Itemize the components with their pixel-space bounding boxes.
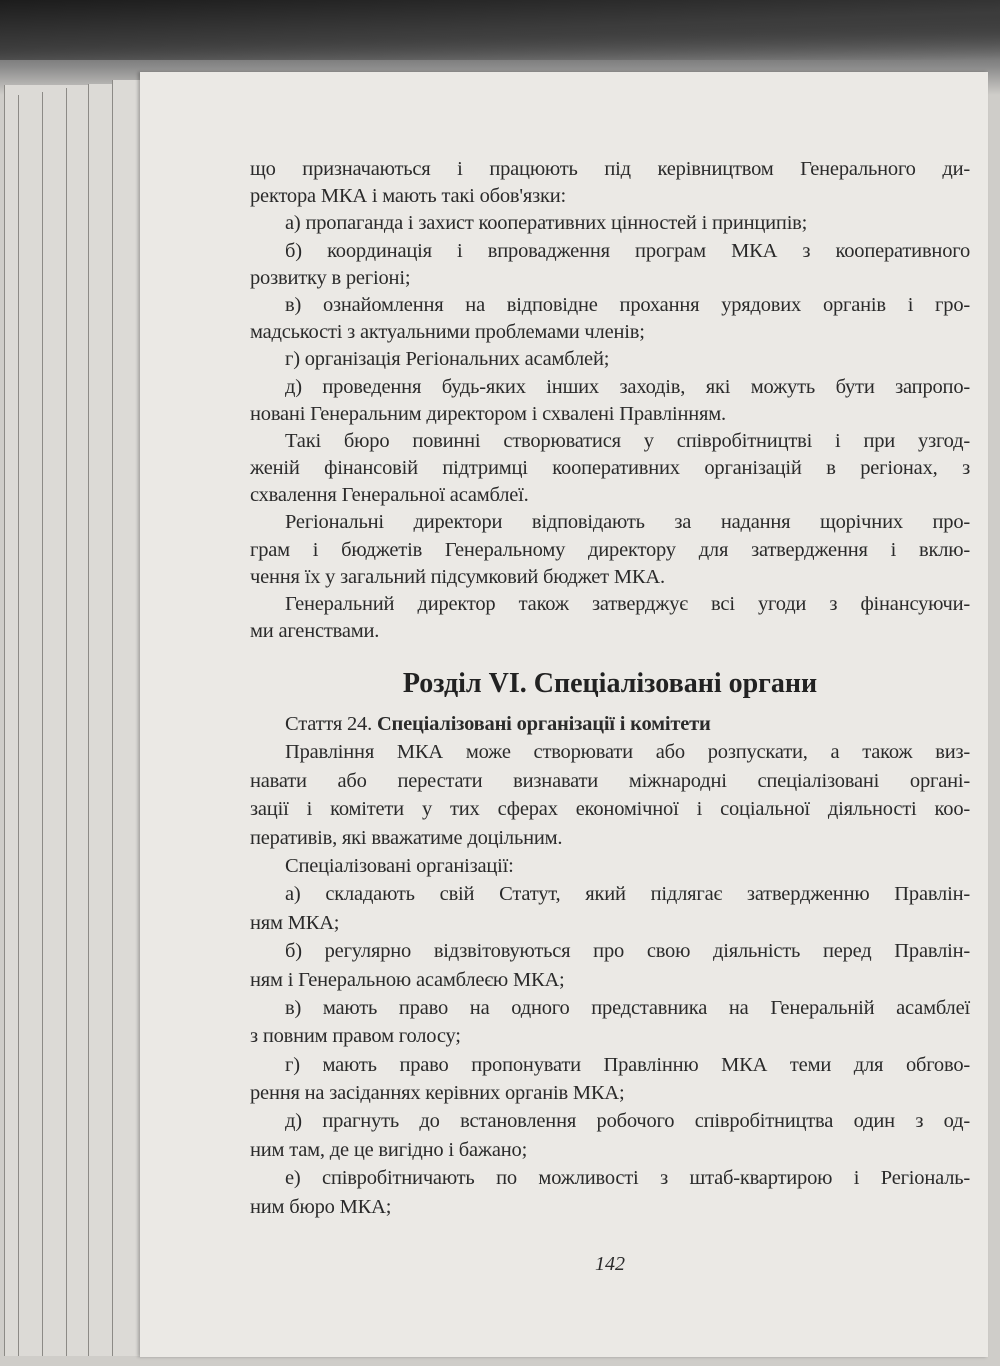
text-line: грам і бюджетів Генеральному директору для затвердження і вклю- xyxy=(250,538,970,561)
paragraph xyxy=(250,738,970,852)
text-line: г) мають право пропонувати Правлінню МКА теми для обгово- xyxy=(285,1053,970,1076)
text-line: з повним правом голосу; xyxy=(250,1025,461,1048)
text-line: ним бюро МКА; xyxy=(250,1195,392,1218)
text-line: Регіональні директори відповідають за надання щорічних про- xyxy=(285,511,970,534)
text-line: новані Генеральним директором і схвалені Правлінням. xyxy=(250,402,726,425)
text-line: д) прагнуть до встановлення робочого співробітництва один з од- xyxy=(285,1110,970,1133)
paragraph xyxy=(250,292,970,346)
paragraph xyxy=(250,509,970,591)
text-line: навати або перестати визнавати міжнародні спеціалізовані органі- xyxy=(250,769,970,792)
text-line: чення їх у загальний підсумковий бюджет МКА. xyxy=(250,565,665,588)
paragraph xyxy=(250,1051,970,1108)
text-line: схвалення Генеральної асамблеї. xyxy=(250,484,529,507)
article-prefix: Стаття 24. xyxy=(285,713,377,735)
paragraph xyxy=(250,880,970,937)
text-line: б) координація і впровадження програм МКА з кооперативного xyxy=(285,239,970,262)
body-text-section-2 xyxy=(250,710,970,1221)
text-line: розвитку в регіоні; xyxy=(250,266,411,289)
page-number: 142 xyxy=(595,1253,625,1275)
text-line: Генеральний директор також затверджує всі угоди з фінансуючи- xyxy=(285,593,970,615)
scan-shadow xyxy=(0,0,1000,60)
paragraph xyxy=(250,346,970,373)
paragraph xyxy=(250,210,970,237)
text-line: зації і комітети у тих сферах економічної і соціальної діяльності коо- xyxy=(250,798,970,821)
text-line: ним там, де це вигідно і бажано; xyxy=(250,1138,528,1161)
article-title xyxy=(250,710,970,738)
paragraph xyxy=(250,994,970,1051)
body-text-section-1 xyxy=(250,156,970,645)
paragraph xyxy=(250,591,970,645)
text-line: женій фінансовій підтримці кооперативних організацій в регіонах, з xyxy=(250,457,970,480)
paragraph xyxy=(250,1107,970,1164)
text-line: Правління МКА може створювати або розпускати, а також виз- xyxy=(285,741,970,764)
text-line: рення на засіданнях керівних органів МКА; xyxy=(250,1082,625,1105)
text-line: Спеціалізовані організації: xyxy=(285,854,514,877)
text-line: мадськості з актуальними проблемами членів; xyxy=(250,321,645,344)
paragraph xyxy=(250,1164,970,1221)
text-line: ми агенствами. xyxy=(250,620,380,643)
text-line: Такі бюро повинні створюватися у співробітництві і при узгод- xyxy=(285,429,970,452)
text-line: в) ознайомлення на відповідне прохання урядових органів і гро- xyxy=(285,293,970,316)
text-line: в) мають право на одного представника на Генеральній асамблеї xyxy=(285,996,970,1019)
paragraph xyxy=(250,428,970,510)
text-line: г) організація Регіональних асамблей; xyxy=(285,348,610,371)
paragraph xyxy=(250,852,970,880)
text-line: ректора МКА і мають такі обов'язки: xyxy=(250,185,567,208)
text-line: що призначаються і працюють під керівництвом Генерального ди- xyxy=(250,158,970,180)
paragraph xyxy=(250,238,970,292)
article-name: Спеціалізовані організації і комітети xyxy=(376,713,711,735)
text-line: а) пропаганда і захист кооперативних цінностей і принципів; xyxy=(285,212,808,235)
text-line: перативів, які вважатиме доцільним. xyxy=(250,826,563,849)
text-line: ням МКА; xyxy=(250,911,340,934)
paragraph xyxy=(250,156,970,210)
paragraph xyxy=(250,937,970,994)
paragraph xyxy=(250,374,970,428)
text-line: а) складають свій Статут, який підлягає затвердженню Правлін- xyxy=(285,883,970,906)
text-line: б) регулярно відзвітовуються про свою діяльність перед Правлін- xyxy=(285,940,970,963)
section-heading: Розділ VI. Спеціалізовані органи xyxy=(402,668,818,699)
text-line: е) співробітничають по можливості з штаб-квартирою і Регіональ- xyxy=(285,1167,970,1190)
text-line: д) проведення будь-яких інших заходів, які можуть бути запропо- xyxy=(285,375,970,398)
text-line: ням і Генеральною асамблеєю МКА; xyxy=(250,968,565,991)
